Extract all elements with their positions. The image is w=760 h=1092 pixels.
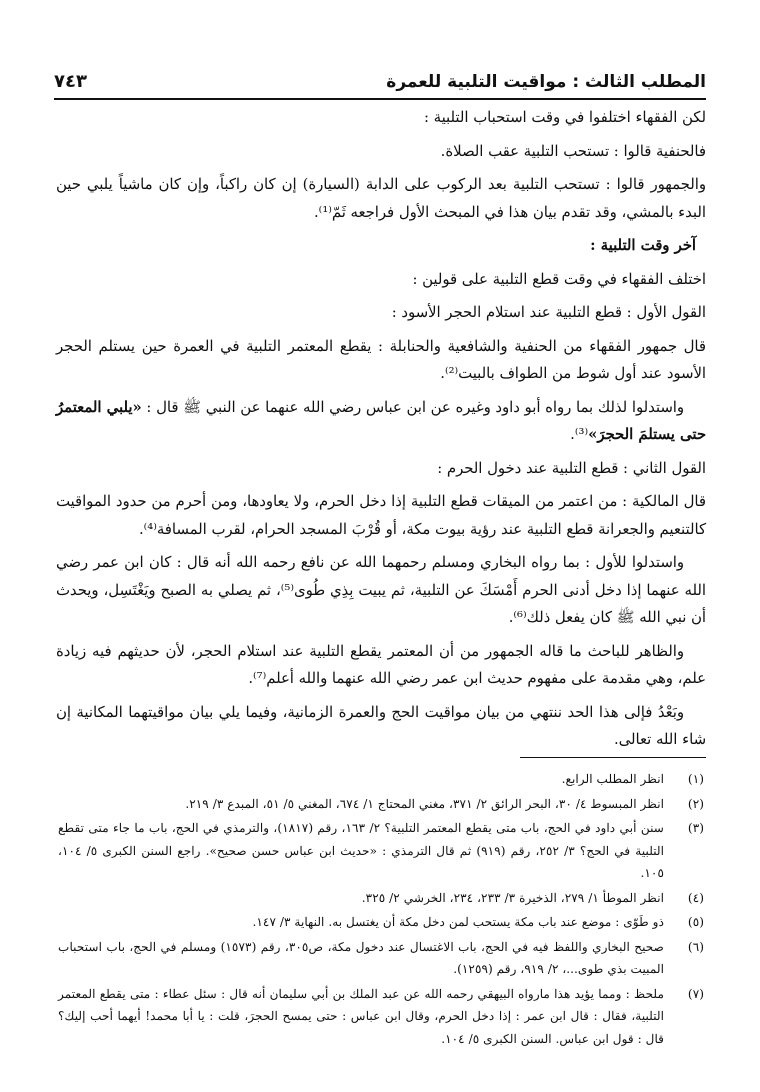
footnote-number: (٤) — [687, 890, 704, 905]
footnote-text: صحيح البخاري واللفظ فيه في الحج، باب الاغتسال عند دخول مكة، ص٣٠٥، رقم (١٥٧٣) ومسلم في الحج، باب استحباب المبيت بذي طوى...، ٢/ ٩١٩، رقم (١٢٥٩). — [58, 939, 664, 976]
footnote-number: (٧) — [687, 986, 704, 1001]
footnote-number: (٢) — [687, 796, 704, 811]
footnote-number: (٣) — [687, 821, 704, 835]
footnote-text: ملحظ : ومما يؤيد هذا مارواه البيهقي رحمه الله عن عبد الملك بن أبي سليمان أنه قال : سئل عطاء : متى يقطع المعتمر التلبية، فقال : قال ابن عمر : إذا دخل الحرم، وقال ابن عباس : حتى يمسح الحجرَ، قلت : يا أبا محمد! أيهما أحب إليك؟ قال : قول ابن عباس. السنن الكبرى ٥/ ١٠٤. — [58, 986, 664, 1046]
footnote-text: ذو طَوّى : موضع عند باب مكة يستحب لمن دخل مكة أن يغتسل به. النهاية ٣/ ١٤٧. — [252, 915, 664, 929]
footnote — [58, 768, 704, 791]
footnote-number: (١) — [687, 772, 704, 786]
footnote — [58, 936, 704, 981]
paragraph-8: القول الثاني : قطع التلبية عند دخول الحرم : — [437, 459, 706, 477]
paragraph-2: فالحنفية قالوا : تستحب التلبية عقب الصلاة. — [440, 142, 706, 160]
paragraph-5: القول الأول : قطع التلبية عند استلام الحجر الأسود : — [391, 304, 706, 321]
footnote-number: (٥) — [687, 915, 704, 929]
hadith-quote: «يلبي المعتمرُ حتى يستلمَ الحجرَ» — [56, 398, 706, 443]
footnote-text: سنن أبي داود في الحج، باب متى يقطع المعتمر التلبية؟ ٢/ ١٦٣، رقم (١٨١٧)، والترمذي في الحج، باب ما جاء متى تقطع التلبية في الحج؟ ٣/ ٢٥٢، رقم (٩١٩) ثم قال الترمذي : «حديث ابن عباس حسن صحيح». راجع السنن الكبرى ٥/ ١٠٤، ١٠٥. — [58, 821, 665, 880]
footnote — [58, 911, 704, 934]
paragraph-9: قال المالكية : من اعتمر من الميقات قطع التلبية إذا دخل الحرم، ولا يعاودها، ومن أحرم من حدود المواقيت كالتنعيم والجعرانة قطع التلبية عند رؤية بيوت مكة، أو قُرْبَ المسجد الحرام، لقرب المسافة⁽⁴⁾. — [56, 493, 706, 538]
main-text — [56, 104, 706, 760]
footnote — [58, 817, 704, 885]
paragraph-11: والظاهر للباحث ما قاله الجمهور من أن المعتمر يقطع التلبية عند استلام الحجر، لأن حديثهم فيه زيادة علم، وهي مقدمة على مفهوم حديث ابن عمر رضي الله عنهما والله أعلم⁽⁷⁾. — [56, 642, 706, 687]
section-heading: آخر وقت التلبية : — [590, 237, 696, 254]
footnote-separator — [520, 757, 706, 758]
paragraph-12: وبَعْدُ فإلى هذا الحد ننتهي من بيان مواقيت الحج والعمرة الزمانية، وفيما يلي بيان مواقيتهما المكانية إن شاء الله تعالى. — [56, 703, 706, 748]
running-title: المطلب الثالث : مواقيت التلبية للعمرة — [386, 72, 706, 92]
paragraph-7-text: واستدلوا لذلك بما رواه أبو داود وغيره عن ابن عباس رضي الله عنهما عن النبي ﷺ قال : — [141, 398, 684, 416]
paragraph-3: والجمهور قالوا : تستحب التلبية بعد الركوب على الدابة (السيارة) إن كان راكباً، وإن كان ماشياً يلبي حين البدء بالمشي، وقد تقدم بيان هذا في المبحث الأول فراجعه ثَمّ⁽¹⁾. — [56, 176, 706, 221]
footnote — [58, 887, 704, 910]
page-number: ٧٤٣ — [54, 71, 87, 92]
footnotes — [58, 768, 704, 1052]
paragraph-7 — [56, 394, 706, 449]
paragraph-10: واستدلوا للأول : بما رواه البخاري ومسلم رحمهما الله عن نافع رحمه الله أنه قال : كان ابن عمر رضي الله عنهما إذا دخل أدنى الحرم أَمْسَكَ عن التلبية، ثم يبيت بِذِي طُوى⁽⁵⁾، ثم يصلي به الصبح ويَغْتَسِل، ويحدث أن نبي الله ﷺ كان يفعل ذلك⁽⁶⁾. — [56, 554, 707, 626]
paragraph-6: قال جمهور الفقهاء من الحنفية والشافعية والحنابلة : يقطع المعتمر التلبية في العمرة حين يستلم الحجر الأسود عند أول شوط من الطواف بالبيت⁽²⁾. — [56, 337, 706, 382]
footnote-text: انظر المطلب الرابع. — [561, 772, 664, 786]
footnote — [58, 983, 704, 1051]
footnote-number: (٦) — [687, 939, 704, 954]
footnote-text: انظر المبسوط ٤/ ٣٠، البحر الرائق ٢/ ٣٧١، مغني المحتاج ١/ ٦٧٤، المغني ٥/ ٥١، المبدع ٣/ ٢١٩. — [185, 796, 664, 811]
paragraph-1: لكن الفقهاء اختلفوا في وقت استحباب التلبية : — [423, 109, 706, 126]
footnote — [58, 793, 704, 816]
footnote-text: انظر الموطأ ١/ ٢٧٩، الذخيرة ٣/ ٢٣٣، ٢٣٤، الخرشي ٢/ ٣٢٥. — [361, 890, 664, 905]
footnote-ref-3: ⁽³⁾. — [570, 426, 589, 443]
page-header — [54, 60, 706, 100]
paragraph-4: اختلف الفقهاء في وقت قطع التلبية على قولين : — [412, 270, 706, 288]
